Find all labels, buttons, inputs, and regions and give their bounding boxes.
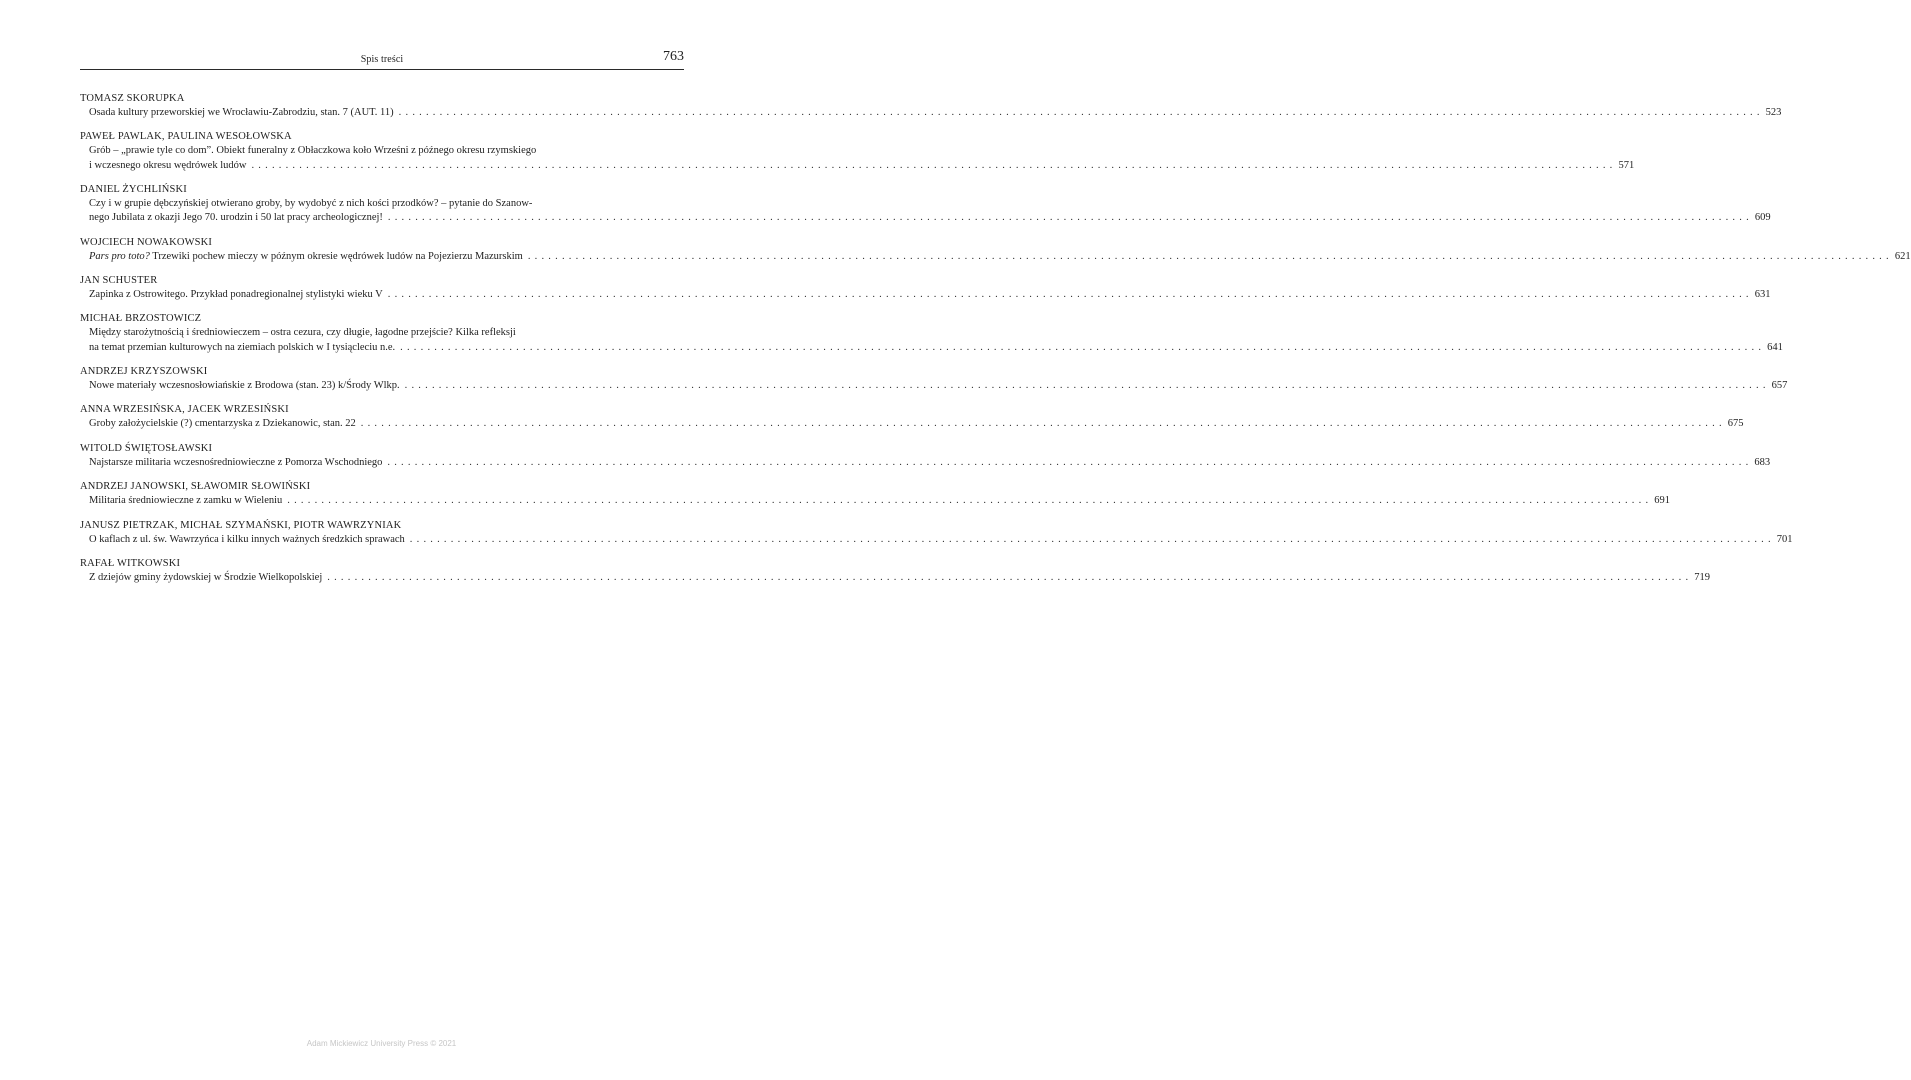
entry-authors: ANNA WRZESIŃSKA, JACEK WRZESIŃSKI <box>80 404 289 416</box>
entry-authors: TOMASZ SKORUPKA <box>80 93 185 104</box>
entry-title-rest: Zapinka z Ostrowitego. Przykład ponadregionalnej stylistyki wieku V <box>89 288 383 300</box>
entry-title-last-line <box>89 533 1793 547</box>
entry-title <box>80 456 1771 470</box>
entry-title <box>80 106 1782 120</box>
entry-page-number: 657 <box>1771 379 1788 391</box>
entry-authors: PAWEŁ PAWLAK, PAULINA WESOŁOWSKA <box>80 131 292 143</box>
dot-leader: ........................................................................................................................................................................................................ <box>360 418 1726 430</box>
entry-title <box>80 533 1793 547</box>
entry-title-text <box>89 456 382 470</box>
dot-leader: ........................................................................................................................................................................................................ <box>404 379 1770 391</box>
dot-leader: ........................................................................................................................................................................................................ <box>400 341 1766 353</box>
entry-title-last-line <box>89 211 1771 225</box>
entry-title-text <box>89 106 394 120</box>
publisher-footer: Adam Mickiewicz University Press © 2021 <box>306 1039 457 1048</box>
dot-leader: ........................................................................................................................................................................................................ <box>327 571 1693 583</box>
entry-authors: DANIEL ŻYCHLIŃSKI <box>80 183 187 195</box>
entry-authors: ANDRZEJ KRZYSZOWSKI <box>80 365 208 377</box>
toc-entry <box>80 92 1782 120</box>
entry-authors: WITOLD ŚWIĘTOSŁAWSKI <box>80 442 213 454</box>
entry-page-number: 523 <box>1765 107 1782 118</box>
entry-title-rest: nego Jubilata z okazji Jego 70. urodzin i 50 lat pracy archeologicznej! <box>89 212 383 224</box>
running-title: Spis treści <box>360 54 404 65</box>
entry-title-rest: O kaflach z ul. św. Wawrzyńca i kilku innych ważnych średzkich sprawach <box>89 533 405 545</box>
toc-entry <box>80 480 1671 508</box>
toc-entry <box>80 183 1771 225</box>
entry-title-rest: Trzewiki pochew mieczy w późnym okresie wędrówek ludów na Pojezierzu Mazurskim <box>149 250 523 262</box>
dot-leader: ........................................................................................................................................................................................................ <box>387 212 1753 224</box>
entry-title-last-line <box>89 379 1788 393</box>
entry-page-number: 641 <box>1767 341 1783 353</box>
page-number: 763 <box>663 49 684 64</box>
entry-title-text <box>89 571 322 585</box>
entry-title <box>80 197 1771 225</box>
toc-entry <box>80 365 1788 393</box>
entry-title-last-line <box>89 288 1771 302</box>
entry-title-text <box>89 250 523 264</box>
entry-authors: MICHAŁ BRZOSTOWICZ <box>80 313 202 325</box>
dot-leader: ........................................................................................................................................................................................................ <box>387 456 1753 468</box>
toc-entry <box>80 274 1771 302</box>
entry-page-number: 571 <box>1618 159 1635 171</box>
entry-title <box>80 288 1771 302</box>
entry-title-rest: Z dziejów gminy żydowskiej w Środzie Wielkopolskiej <box>89 571 323 583</box>
dot-leader: ........................................................................................................................................................................................................ <box>387 288 1753 300</box>
dot-leader: ........................................................................................................................................................................................................ <box>251 159 1617 171</box>
table-of-contents <box>80 92 1911 595</box>
entry-title-rest: i wczesnego okresu wędrówek ludów <box>89 159 247 171</box>
entry-page-number: 675 <box>1727 418 1744 430</box>
entry-title-last-line <box>89 456 1771 470</box>
entry-title <box>80 144 1635 172</box>
entry-authors: ANDRZEJ JANOWSKI, SŁAWOMIR SŁOWIŃSKI <box>80 481 311 493</box>
entry-title-text <box>89 494 282 508</box>
entry-authors: WOJCIECH NOWAKOWSKI <box>80 236 213 248</box>
entry-title-text <box>89 211 383 225</box>
entry-title-rest: na temat przemian kulturowych na ziemiach polskich w I tysiącleciu n.e. <box>89 341 396 353</box>
toc-entry <box>80 236 1911 264</box>
entry-page-number: 701 <box>1776 533 1793 545</box>
entry-title <box>80 379 1788 393</box>
entry-title-last-line <box>89 341 1783 355</box>
entry-title-last-line <box>89 106 1782 120</box>
entry-page-number: 683 <box>1754 456 1771 468</box>
entry-title-rest: Militaria średniowieczne z zamku w Wieleniu <box>89 495 283 507</box>
entry-title-rest: Osada kultury przeworskiej we Wrocławiu-Zabrodziu, stan. 7 (AUT. 11) <box>89 107 394 118</box>
entry-title-last-line <box>89 159 1635 173</box>
entry-title <box>80 571 1711 585</box>
toc-entry <box>80 312 1783 354</box>
entry-title-text <box>89 288 383 302</box>
entry-page-number: 621 <box>1894 250 1911 262</box>
entry-title-rest: Nowe materiały wczesnosłowiańskie z Brodowa (stan. 23) k/Środy Wlkp. <box>89 379 400 391</box>
entry-title-text <box>89 417 356 431</box>
entry-title-italic: Pars pro toto? <box>89 250 150 262</box>
entry-title-line: Grób – „prawie tyle co dom”. Obiekt funeralny z Obłaczkowa koło Wrześni z późnego okresu rzymskiego <box>89 145 537 157</box>
entry-authors: JAN SCHUSTER <box>80 274 158 286</box>
dot-leader: ........................................................................................................................................................................................................ <box>287 495 1653 507</box>
entry-title-rest: Najstarsze militaria wczesnośredniowieczne z Pomorza Wschodniego <box>89 456 383 468</box>
toc-entry <box>80 403 1744 431</box>
page-header <box>80 50 684 70</box>
toc-entry <box>80 442 1771 470</box>
entry-title <box>80 250 1911 264</box>
entry-authors: RAFAŁ WITKOWSKI <box>80 557 181 569</box>
entry-title <box>80 417 1744 431</box>
toc-entry <box>80 519 1793 547</box>
entry-title-last-line <box>89 571 1711 585</box>
entry-title <box>80 326 1783 354</box>
toc-entry <box>80 557 1711 585</box>
entry-title <box>80 494 1671 508</box>
dot-leader: ........................................................................................................................................................................................................ <box>527 250 1893 262</box>
entry-page-number: 719 <box>1694 571 1711 583</box>
entry-title-text <box>89 159 246 173</box>
entry-title-last-line <box>89 250 1911 264</box>
dot-leader: ........................................................................................................................................................................................................ <box>398 107 1764 118</box>
entry-title-line: Między starożytnością i średniowieczem – ostra cezura, czy długie, łagodne przejście? Kilka refleksji <box>89 327 516 339</box>
entry-title-text <box>89 533 405 547</box>
entry-title-last-line <box>89 417 1744 431</box>
entry-title-text <box>89 379 400 393</box>
entry-page-number: 609 <box>1754 212 1771 224</box>
entry-authors: JANUSZ PIETRZAK, MICHAŁ SZYMAŃSKI, PIOTR WAWRZYNIAK <box>80 519 402 531</box>
entry-page-number: 691 <box>1654 495 1671 507</box>
entry-title-text <box>89 341 395 355</box>
dot-leader: ........................................................................................................................................................................................................ <box>409 533 1775 545</box>
toc-entry <box>80 130 1635 172</box>
entry-title-rest: Groby założycielskie (?) cmentarzyska z Dziekanowic, stan. 22 <box>89 418 356 430</box>
entry-title-line: Czy i w grupie dębczyńskiej otwierano groby, by wydobyć z nich kości przodków? – pytanie do Szanow- <box>89 197 533 209</box>
entry-page-number: 631 <box>1754 288 1771 300</box>
entry-title-last-line <box>89 494 1671 508</box>
